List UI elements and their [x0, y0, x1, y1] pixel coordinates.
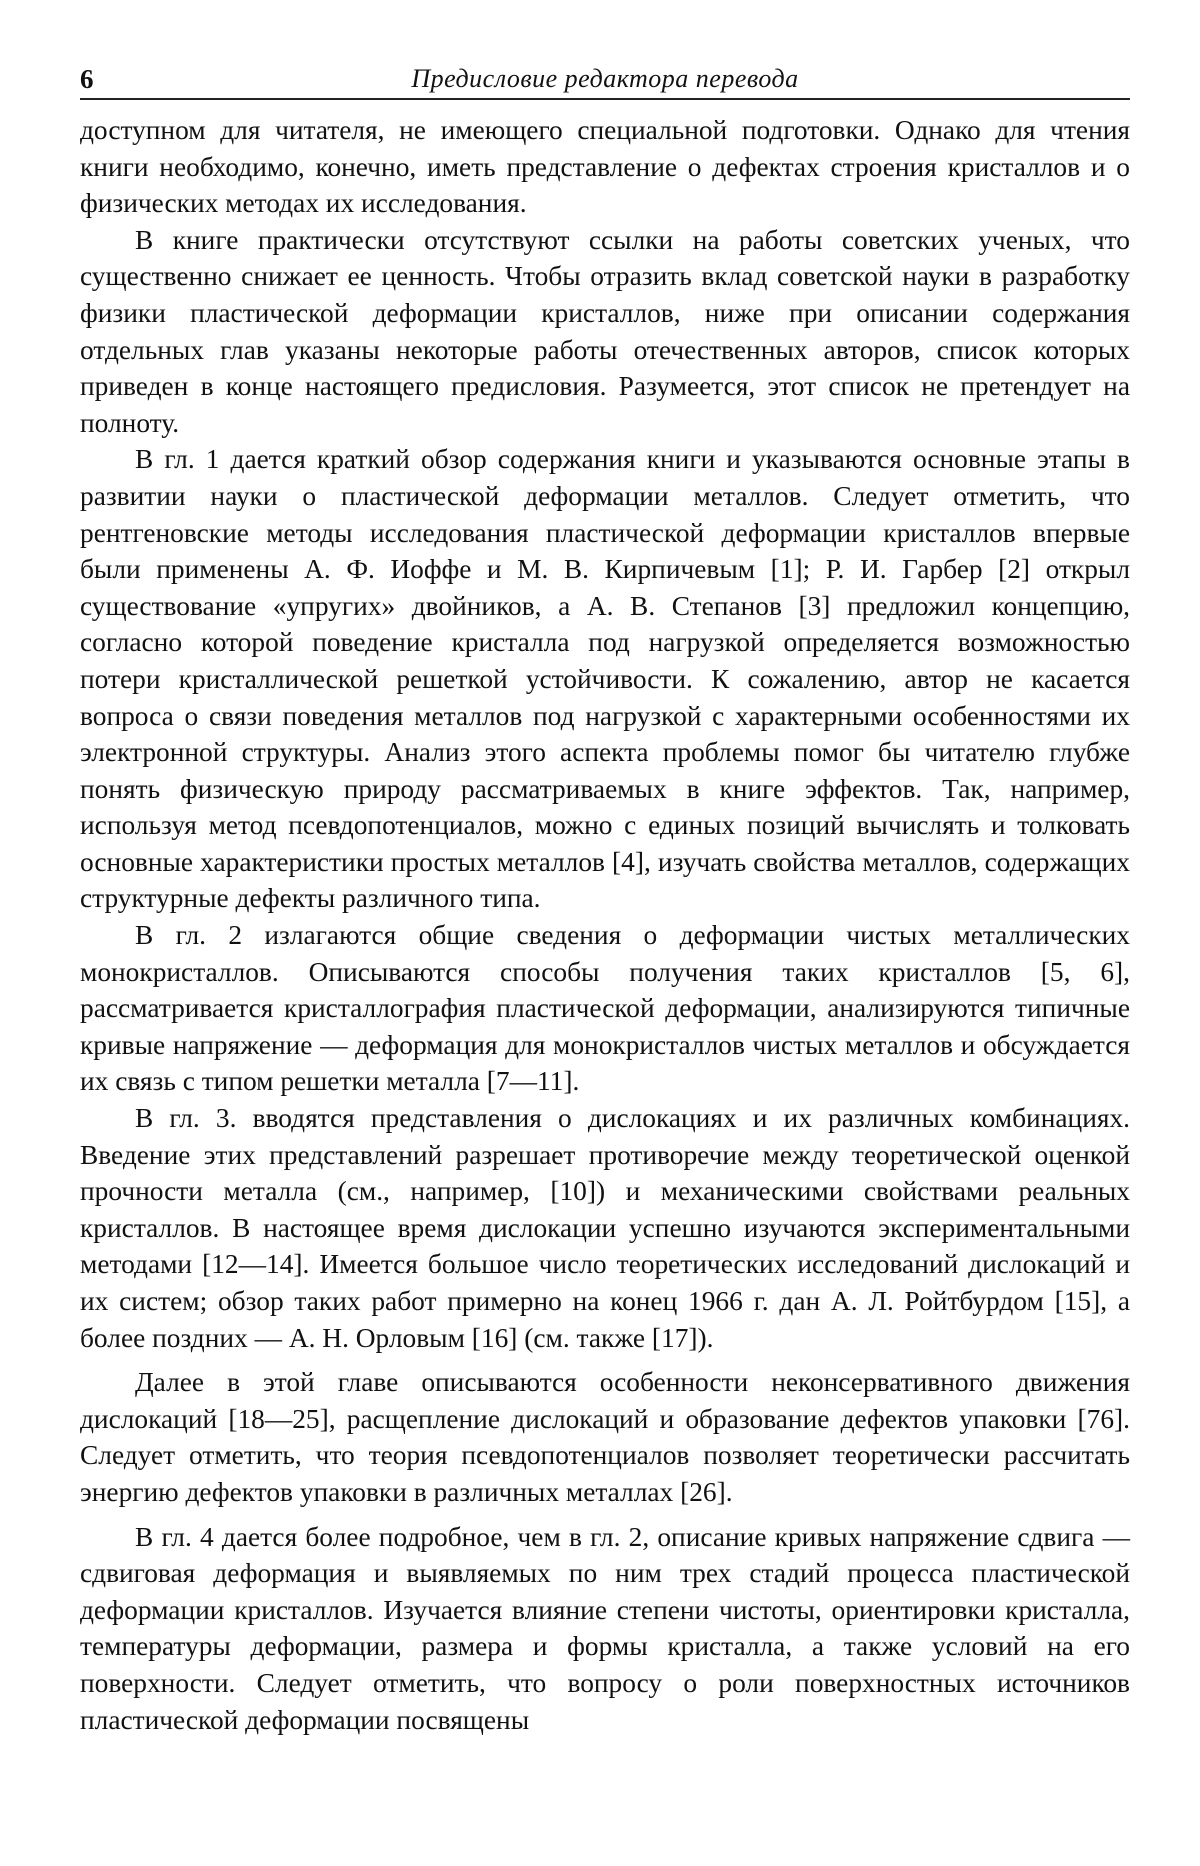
running-title: Предисловие редактора перевода [411, 64, 799, 93]
body-text [80, 112, 1130, 1738]
paragraph-soviet-references: В книге практически отсутствуют ссылки на работы советских ученых, что существенно снижает ее ценность. Чтобы отразить вклад советской науки в разработку физики пластической деформации кристаллов, ниже при описании содержания отдельных глав указаны некоторые работы отечественных авторов, список которых приведен в конце настоящего предисловия. Разумеется, этот список не претендует на полноту. [80, 224, 1130, 438]
paragraph-chapter-1: В гл. 1 дается краткий обзор содержания книги и указываются основные этапы в развитии науки о пластической деформации металлов. Следует отметить, что рентгеновские методы исследования пластической деформации кристаллов впервые были применены А. Ф. Иоффе и М. В. Кирпичевым [1]; Р. И. Гарбер [2] открыл существование «упругих» двойников, а А. В. Степанов [3] предложил концепцию, согласно которой поведение кристалла под нагрузкой определяется возможностью потери кристаллической решеткой устойчивости. К сожалению, автор не касается вопроса о связи поведения металлов под нагрузкой с характерными особенностями их электронной структуры. Анализ этого аспекта проблемы помог бы читателю глубже понять физическую природу рассматриваемых в книге эффектов. Так, например, используя метод псевдопотенциалов, можно с единых позиций вычислять и толковать основные характеристики простых металлов [4], изучать свойства металлов, содержащих структурные дефекты различного типа. [80, 444, 1130, 914]
paragraph-chapter-3: В гл. 3. вводятся представления о дислокациях и их различных комбинациях. Введение этих представлений разрешает противоречие между теоретической оценкой прочности металла (см., например, [10]) и механическими свойствами реальных кристаллов. В настоящее время дислокации успешно изучаются экспериментальными методами [12—14]. Имеется большое число теоретических исследований дислокаций и их систем; обзор таких работ примерно на конец 1966 г. дан А. Л. Ройтбурдом [15], а более поздних — А. Н. Орловым [16] (см. также [17]). [80, 1103, 1130, 1353]
page-number: 6 [80, 64, 94, 94]
paragraph-chapter-3-continued: Далее в этой главе описываются особенности неконсервативного движения дислокаций [18—25], расщепление дислокаций и образование дефектов упаковки [76]. Следует отметить, что теория псевдопотенциалов позволяет теоретически рассчитать энергию дефектов упаковки в различных металлах [26]. [80, 1367, 1130, 1507]
paragraph-chapter-4: В гл. 4 дается более подробное, чем в гл. 2, описание кривых напряжение сдвига — сдвиговая деформация и выявляемых по ним трех стадий процесса пластической деформации кристаллов. Изучается влияние степени чистоты, ориентировки кристалла, температуры деформации, размера и формы кристалла, а также условий на его поверхности. Следует отметить, что вопросу о роли поверхностных источников пластической деформации посвящены [80, 1521, 1130, 1735]
running-head [80, 58, 1130, 100]
paragraph-continuation: доступном для читателя, не имеющего специальной подготовки. Однако для чтения книги необходимо, конечно, иметь представление о дефектах строения кристаллов и о физических методах их исследования. [80, 115, 1130, 219]
page [80, 58, 1130, 1738]
paragraph-chapter-2: В гл. 2 излагаются общие сведения о деформации чистых металлических монокристаллов. Описываются способы получения таких кристаллов [5, 6], рассматривается кристаллография пластической деформации, анализируются типичные кривые напряжение — деформация для монокристаллов чистых металлов и обсуждается их связь с типом решетки металла [7—11]. [80, 920, 1130, 1097]
